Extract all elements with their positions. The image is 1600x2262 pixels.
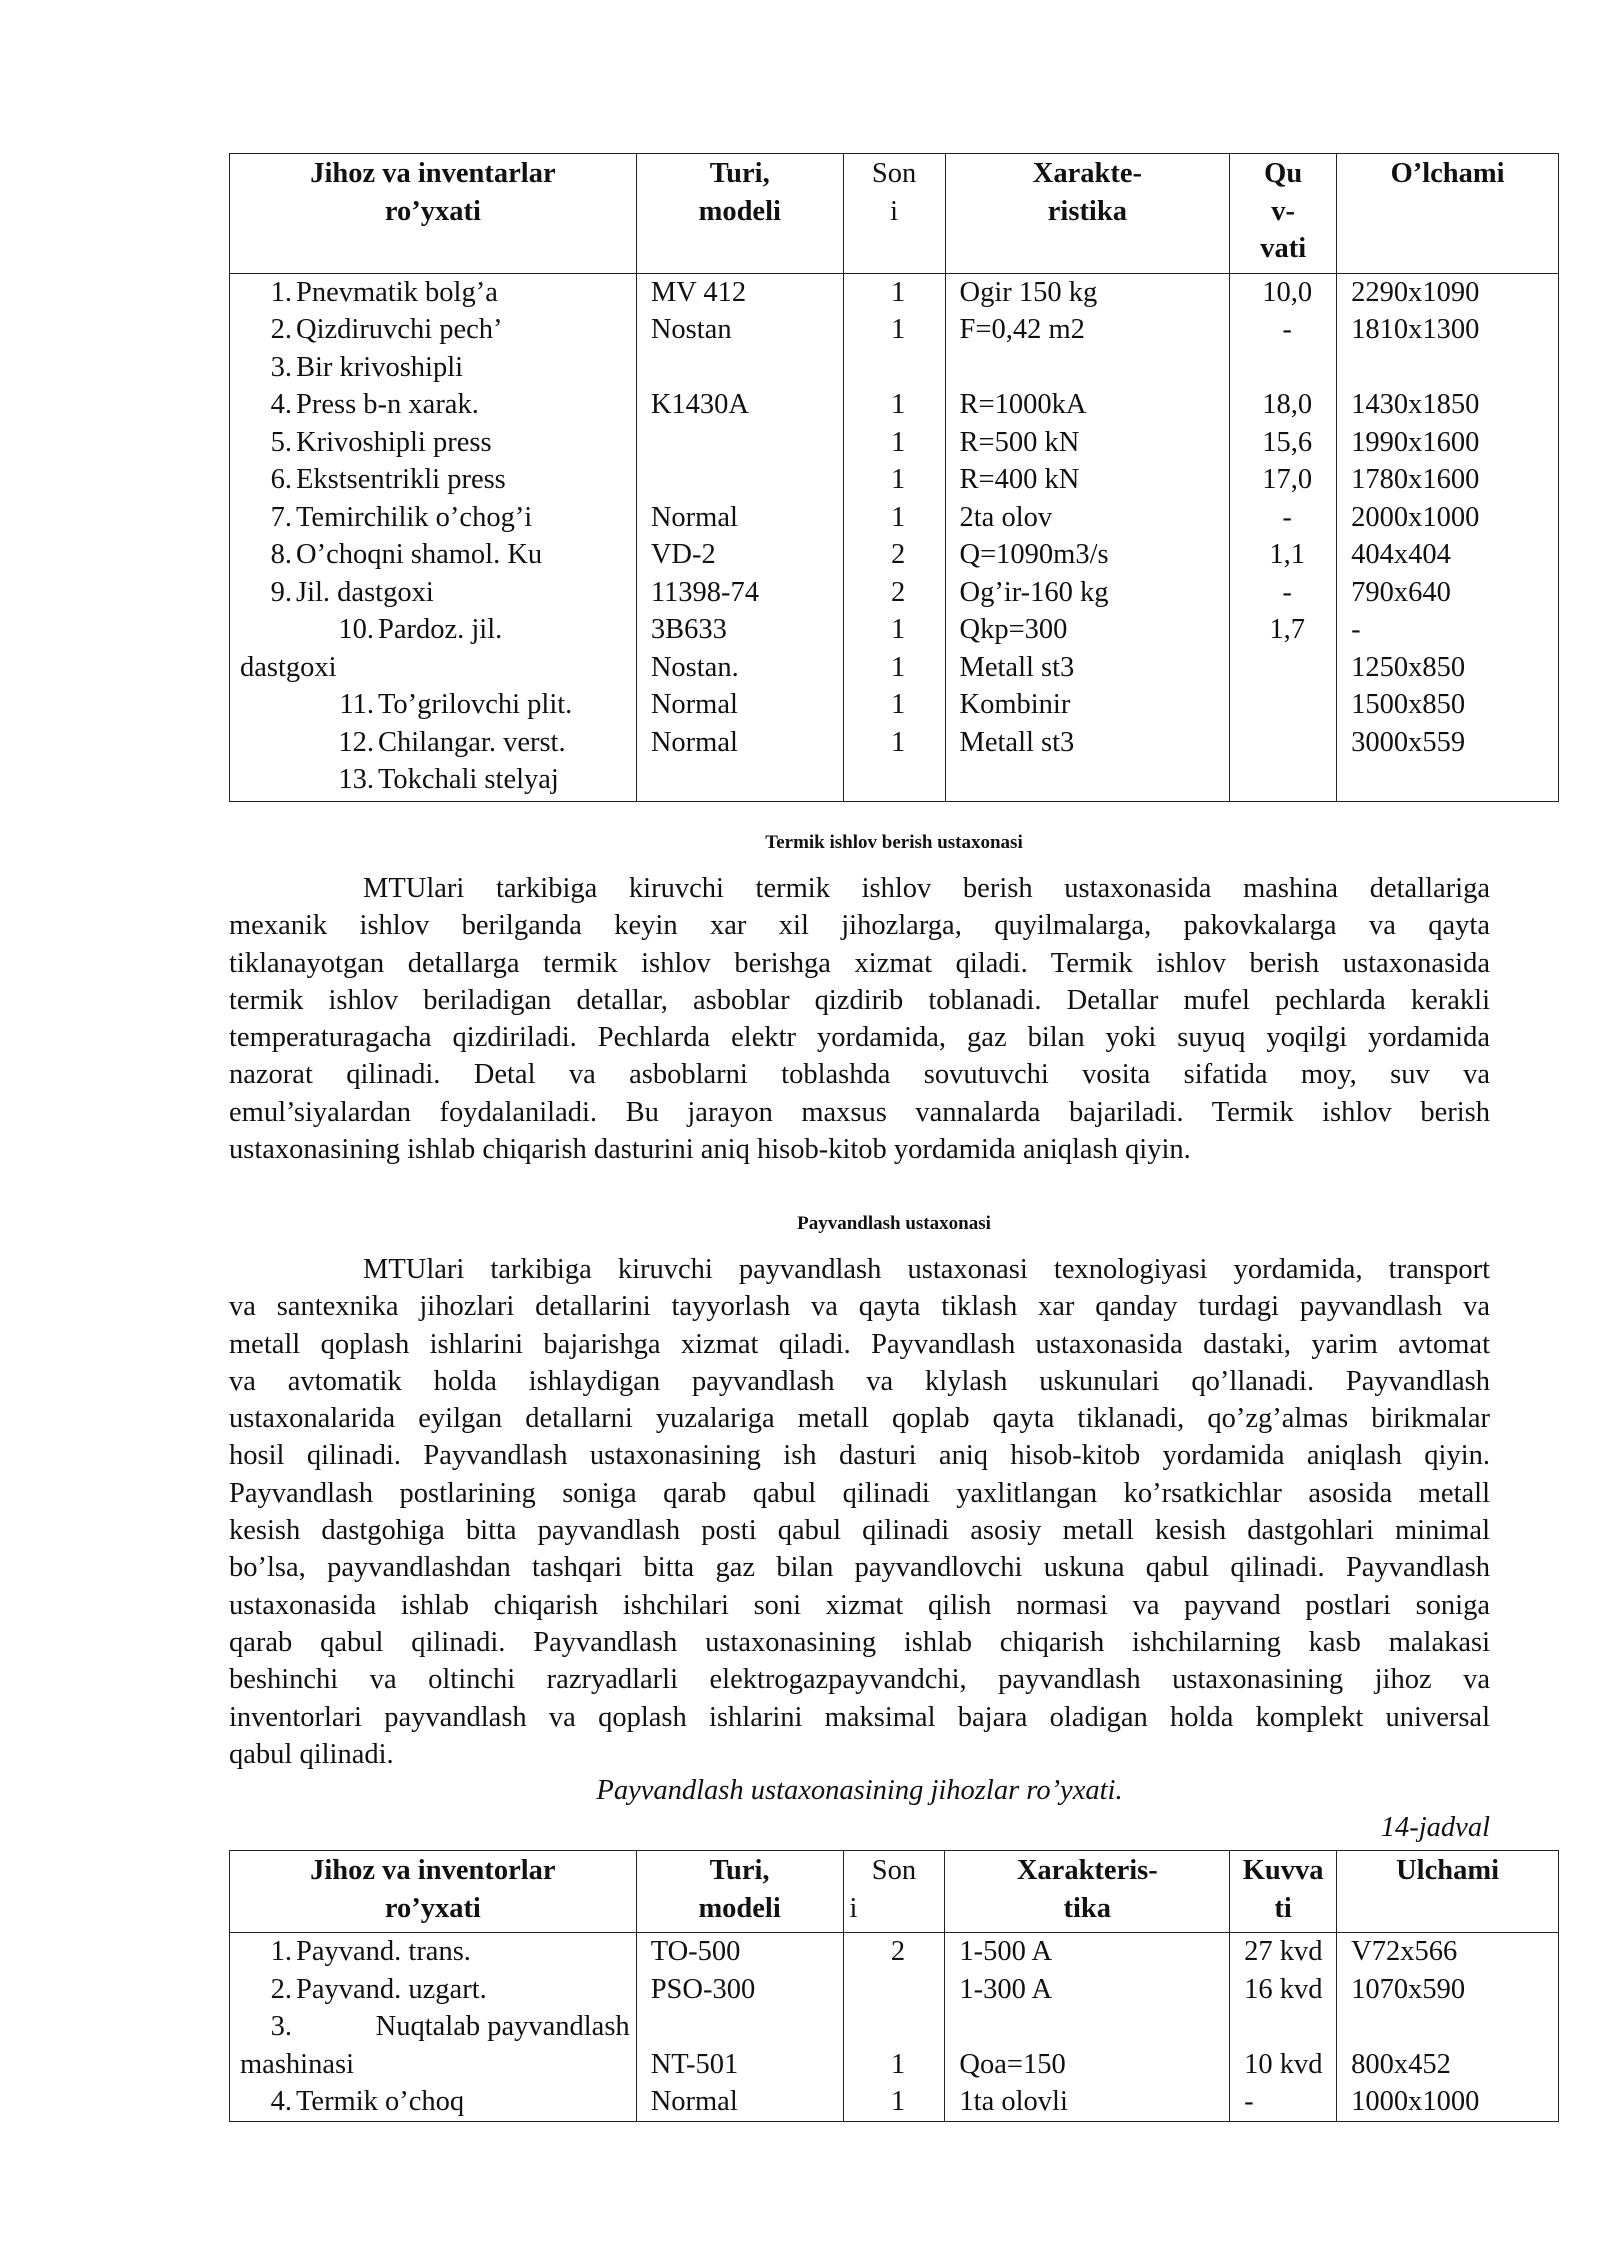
row-number: 11.: [339, 689, 374, 720]
table-cell: Kombinir: [959, 689, 1071, 720]
row-number: 2.: [270, 314, 292, 345]
row-number: 9.: [270, 576, 292, 608]
table-cell: Metall st3: [959, 726, 1075, 758]
equipment-name: Pnevmatik bolg’a: [296, 276, 498, 308]
equipment-name: Nuqtalab payvandlash: [375, 2011, 630, 2042]
equipment-name: Chilangar. verst.: [378, 726, 566, 758]
table-cell: 2: [890, 576, 906, 608]
table-row-name: [244, 1933, 630, 1971]
table-cell: 1: [890, 389, 906, 420]
table-cell: 790x640: [1351, 576, 1451, 608]
table-cell: [858, 1971, 939, 2009]
table-cell: 2: [890, 1936, 906, 1967]
table-cell: [858, 761, 939, 799]
table-cell: Normal: [650, 501, 738, 533]
row-number: 12.: [338, 726, 374, 758]
equipment-name: Payvand. trans.: [296, 1936, 471, 1967]
table-cell: 1,1: [1269, 539, 1305, 570]
table-cell: PSO-300: [650, 1973, 756, 2005]
column-dimensions: [1337, 1933, 1559, 2122]
paragraph-line: qabul qilinadi.: [229, 1738, 394, 1770]
paragraph-line: ustaxonalarida eyilgan detallarni yuzalariga metall qoplab qayta tiklanadi, qo’zg’almas birikmalar: [229, 1403, 1490, 1435]
table-cell: [1351, 761, 1552, 799]
table-row-name: [244, 1971, 630, 2009]
table-cell: NT-501: [650, 2048, 739, 2080]
column-equipment-names: [230, 273, 637, 801]
table-cell: Qkp=300: [959, 614, 1068, 645]
row-number: 8.: [270, 539, 292, 570]
table-cell: [858, 2008, 939, 2046]
table-cell: 3000x559: [1351, 726, 1466, 758]
table-cell: 1,7: [1269, 614, 1305, 645]
table-cell: [1351, 349, 1552, 387]
table-cell: 1250x850: [1351, 651, 1466, 683]
table-cell: [651, 349, 837, 387]
column-power: [1230, 273, 1337, 801]
table-cell: [1244, 2008, 1330, 2046]
table-cell: Nostan: [650, 314, 732, 345]
table-cell: 1: [890, 276, 906, 308]
column-type-model: [636, 273, 843, 801]
table-cell: 1: [890, 651, 906, 683]
table-row-name: [244, 536, 630, 574]
paragraph-line: tiklanayotgan detallarga termik ishlov berishga xizmat qiladi. Termik ishlov berish ustaxonasida: [229, 947, 1490, 979]
header-dimensions: O’lchami: [1337, 154, 1559, 274]
row-number: 4.: [270, 2086, 292, 2117]
row-number: 10.: [338, 614, 374, 645]
table-cell: K1430A: [650, 389, 750, 420]
equipment-name: Tokchali stelyaj: [378, 764, 559, 795]
table-cell: -: [1282, 314, 1292, 345]
table-row-name: [244, 424, 630, 462]
table-cell: 3B633: [650, 614, 727, 645]
row-number: 3.: [270, 351, 292, 383]
table-cell: 15,6: [1262, 426, 1313, 458]
table-cell: 1070x590: [1351, 1973, 1466, 2005]
equipment-name: Payvand. uzgart.: [296, 1973, 487, 2005]
table-cell: R=400 kN: [959, 464, 1080, 495]
table-row-name: [244, 499, 630, 537]
section-heading-thermal: Termik ishlov berish ustaxonasi: [765, 832, 1023, 853]
row-number: 5.: [270, 426, 292, 458]
paragraph-line: inventorlari payvandlash va qoplash ishlarini maksimal bajara oladigan holda komplekt universal: [229, 1701, 1490, 1733]
table-cell: 1500x850: [1351, 689, 1466, 720]
header-characteristics: Xarakte- ristika: [945, 154, 1230, 274]
table-cell: [1244, 649, 1330, 687]
table-cell: [651, 2008, 837, 2046]
column-characteristics: [945, 1933, 1230, 2122]
table-cell: 2ta olov: [959, 501, 1053, 533]
table-cell: [1244, 724, 1330, 762]
equipment-name: mashinasi: [240, 2048, 354, 2080]
row-number: 1.: [270, 276, 292, 308]
table-row-name: [244, 274, 630, 312]
table-cell: [960, 761, 1224, 799]
equipment-name: Termik o’choq: [296, 2086, 465, 2117]
paragraph-line: bo’lsa, payvandlashdan tashqari bitta gaz bilan payvandlovchi uskuna qabul qilinadi. Payvandlash: [229, 1552, 1490, 1584]
table-cell: [1244, 761, 1330, 799]
table-cell: [1244, 686, 1330, 724]
paragraph-line: va avtomatik holda ishlaydigan payvandlash va klylash uskunulari qo’llanadi. Payvandlash: [229, 1365, 1490, 1397]
equipment-name: Jil. dastgoxi: [296, 576, 434, 608]
paragraph-line: Payvandlash postlarining soniga qarab qabul qilinadi yaxlitlangan ko’rsatkichlar asosida metall: [229, 1477, 1490, 1509]
table-row-name: [244, 2083, 630, 2121]
header-count: Son i: [843, 154, 945, 274]
table-cell: 1: [890, 614, 906, 645]
table-cell: [959, 2008, 1223, 2046]
row-number: 4.: [270, 389, 292, 420]
header-characteristics: Xarakteris- tika: [945, 1851, 1230, 1933]
table-cell: 11398-74: [650, 576, 760, 608]
table-cell: [651, 761, 837, 799]
table-row-name: [244, 724, 630, 762]
row-number: 7.: [270, 501, 292, 533]
table-cell: 1000x1000: [1351, 2086, 1480, 2117]
column-power: [1230, 1933, 1337, 2122]
table-row-name: [244, 761, 630, 799]
paragraph-line: hosil qilinadi. Payvandlash ustaxonasining ish dasturi aniq hisob-kitob yordamida aniqlash qiyin.: [229, 1440, 1490, 1472]
column-characteristics: [945, 273, 1230, 801]
table-cell: [1244, 349, 1330, 387]
table-cell: 1: [890, 2048, 906, 2080]
header-equipment-list: Jihoz va inventarlar ro’yxati: [230, 154, 637, 274]
table-cell: [1351, 2008, 1552, 2046]
table-cell: 18,0: [1262, 389, 1313, 420]
row-number: 2.: [270, 1973, 292, 2005]
table-cell: 1-300 A: [959, 1973, 1053, 2005]
table-cell: TO-500: [650, 1936, 741, 1967]
table-number: 14-jadval: [1380, 1812, 1490, 1843]
header-dimensions: Ulchami: [1337, 1851, 1559, 1933]
paragraph-thermal-workshop: [229, 870, 1490, 1168]
equipment-name: Temirchilik o’chog’i: [296, 501, 533, 533]
paragraph-line: kesish dastgohiga bitta payvandlash posti qabul qilinadi asosiy metall kesish dastgohlari minimal: [229, 1515, 1490, 1547]
table-cell: 1: [890, 2086, 906, 2117]
paragraph-welding-workshop: [229, 1251, 1490, 1773]
table-cell: 1: [890, 464, 906, 495]
header-power: Kuvva ti: [1230, 1851, 1337, 1933]
table-cell: 2: [890, 539, 906, 570]
table-row-name: [244, 2008, 630, 2046]
equipment-name: O’choqni shamol. Ku: [296, 539, 543, 570]
table-cell: Normal: [650, 689, 738, 720]
table-row-name: [244, 574, 630, 612]
table-cell: V72x566: [1351, 1936, 1458, 1967]
table-cell: 1: [890, 501, 906, 533]
table-cell: Normal: [650, 2086, 738, 2117]
table-row-name: [244, 386, 630, 424]
table-row-name: [244, 686, 630, 724]
table-cell: 1: [890, 426, 906, 458]
table-cell: F=0,42 m2: [959, 314, 1085, 345]
paragraph-line: va santexnika jihozlari detallarini tayyorlash va qayta tiklash xar qanday turdagi payvandlash va: [229, 1291, 1490, 1323]
table-cell: R=500 kN: [959, 426, 1080, 458]
table-row-name: [244, 311, 630, 349]
table-cell: Ogir 150 kg: [959, 276, 1098, 308]
table-row-name: [244, 461, 630, 499]
equipment-name: Bir krivoshipli: [296, 351, 464, 383]
table-cell: R=1000kA: [959, 389, 1087, 420]
paragraph-line: mexanik ishlov berilganda keyin xar xil jihozlarga, quyilmalarga, pakovkalarga va qayta: [229, 910, 1490, 942]
table-cell: [858, 349, 939, 387]
table-cell: 404x404: [1351, 539, 1451, 570]
section-heading-welding: Payvandlash ustaxonasi: [797, 1213, 991, 1234]
table-row-name: [240, 2046, 630, 2084]
paragraph-line: temperaturagacha qizdiriladi. Pechlarda elektr yordamida, gaz bilan yoki suyuq yoqilgi yordamida: [229, 1022, 1490, 1054]
table-cell: 2000x1000: [1351, 501, 1480, 533]
table-row-name: [240, 649, 630, 687]
table-row-name: [244, 349, 630, 387]
table-cell: Metall st3: [959, 651, 1075, 683]
paragraph-line: MTUlari tarkibiga kiruvchi termik ishlov berish ustaxonasida mashina detallariga: [363, 873, 1490, 904]
table-cell: [960, 349, 1224, 387]
paragraph-line: ustaxonasida ishlab chiqarish ishchilari soni xizmat qilish normasi va payvand postlari soniga: [229, 1589, 1490, 1621]
paragraph-line: ustaxonasining ishlab chiqarish dasturini aniq hisob-kitob yordamida aniqlash qiyin.: [229, 1134, 1191, 1166]
row-number: 3.: [270, 2011, 292, 2042]
header-type-model: Turi, modeli: [636, 1851, 843, 1933]
table-cell: 27 kvd: [1244, 1936, 1323, 1967]
equipment-table-forge: [229, 153, 1559, 802]
paragraph-line: termik ishlov beriladigan detallar, asboblar qizdirib toblanadi. Detallar mufel pechlarda kerakli: [229, 984, 1490, 1016]
equipment-name: Krivoshipli press: [296, 426, 492, 458]
table-cell: 1810x1300: [1351, 314, 1480, 345]
table-cell: Q=1090m3/s: [959, 539, 1109, 570]
equipment-name: To’grilovchi plit.: [378, 689, 573, 720]
paragraph-line: nazorat qilinadi. Detal va asboblarni toblashda sovutuvchi vosita sifatida moy, suv va: [229, 1059, 1490, 1091]
table-cell: 1990x1600: [1351, 426, 1480, 458]
equipment-name: Press b-n xarak.: [296, 389, 479, 420]
column-type-model: [636, 1933, 843, 2122]
paragraph-line: qarab qabul qilinadi. Payvandlash ustaxonasining ishlab chiqarish ishchilarning kasb malakasi: [229, 1626, 1490, 1658]
table-row-name: [244, 611, 630, 649]
paragraph-line: emul’siyalardan foydalaniladi. Bu jarayon maxsus vannalarda bajariladi. Termik ishlov berish: [229, 1096, 1490, 1128]
table-cell: 1430x1850: [1351, 389, 1480, 420]
equipment-table-welding: [229, 1850, 1559, 2122]
column-count: [843, 1933, 945, 2122]
table-cell: 1: [890, 726, 906, 758]
table-cell: Nostan.: [650, 651, 739, 683]
equipment-name: Ekstsentrikli press: [296, 464, 506, 495]
header-power: Qu v- vati: [1230, 154, 1337, 274]
column-equipment-names: [230, 1933, 637, 2122]
header-type-model: Turi, modeli: [636, 154, 843, 274]
paragraph-line: MTUlari tarkibiga kiruvchi payvandlash ustaxonasi texnologiyasi yordamida, transport: [363, 1254, 1490, 1285]
table-cell: [651, 461, 837, 499]
table-cell: [651, 424, 837, 462]
table-cell: VD-2: [650, 539, 716, 570]
table-cell: 10,0: [1262, 276, 1313, 308]
table-cell: -: [1282, 501, 1292, 533]
table-cell: 1780x1600: [1351, 464, 1480, 495]
column-dimensions: [1337, 273, 1559, 801]
equipment-name: dastgoxi: [240, 651, 337, 683]
paragraph-line: beshinchi va oltinchi razryadlarli elektrogazpayvandchi, payvandlash ustaxonasining jihoz va: [229, 1664, 1490, 1696]
header-count: Son i: [843, 1851, 945, 1933]
table-cell: MV 412: [650, 276, 747, 308]
table-cell: 1: [890, 689, 906, 720]
table-caption: Payvandlash ustaxonasining jihozlar ro’yxati.: [596, 1775, 1123, 1806]
table-cell: 16 kvd: [1244, 1973, 1323, 2005]
header-equipment-list: Jihoz va inventorlar ro’yxati: [230, 1851, 637, 1933]
row-number: 1.: [270, 1936, 292, 1967]
equipment-name: Qizdiruvchi pech’: [296, 314, 503, 345]
table-cell: 1-500 A: [959, 1936, 1053, 1967]
table-cell: -: [1244, 2086, 1254, 2117]
row-number: 6.: [270, 464, 292, 495]
row-number: 13.: [338, 764, 374, 795]
table-cell: -: [1351, 614, 1361, 645]
table-cell: 2290x1090: [1351, 276, 1480, 308]
table-cell: 17,0: [1262, 464, 1313, 495]
table-cell: 1: [890, 314, 906, 345]
table-cell: 800x452: [1351, 2048, 1451, 2080]
table-cell: Qoa=150: [959, 2048, 1066, 2080]
table-cell: 10 kvd: [1244, 2048, 1323, 2080]
equipment-name: Pardoz. jil.: [378, 614, 503, 645]
column-count: [843, 273, 945, 801]
table-cell: Og’ir-160 kg: [959, 576, 1109, 608]
table-cell: 1ta olovli: [959, 2086, 1068, 2117]
paragraph-line: metall qoplash ishlarini bajarishga xizmat qiladi. Payvandlash ustaxonasida dastaki, yarim avtomat: [229, 1328, 1490, 1360]
table-cell: -: [1282, 576, 1292, 608]
table-cell: Normal: [650, 726, 738, 758]
